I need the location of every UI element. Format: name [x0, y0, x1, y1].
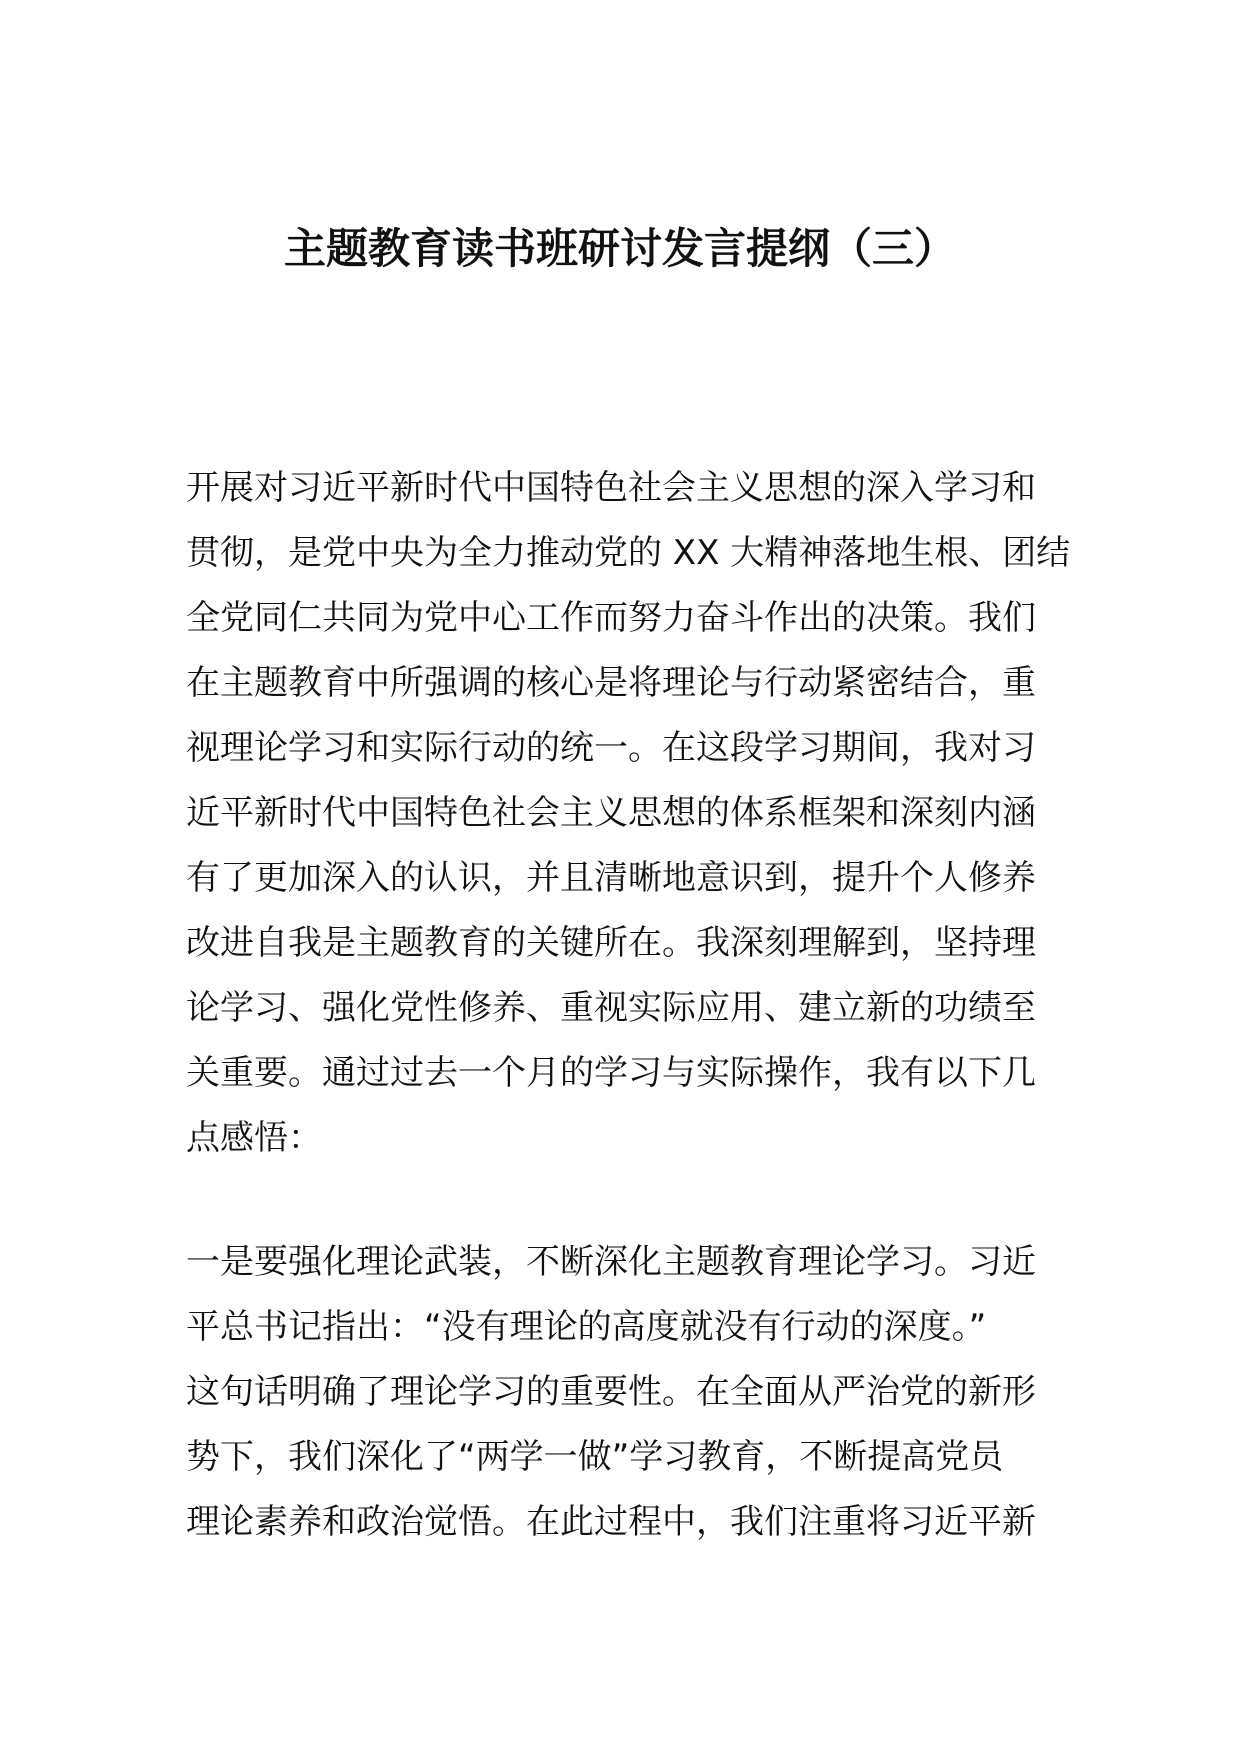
paragraph-line: 点感悟：: [186, 1118, 322, 1158]
paragraph-line: 视理论学习和实际行动的统一。在这段学习期间，我对习: [186, 728, 1036, 768]
paragraph-line: 理论素养和政治觉悟。在此过程中，我们注重将习近平新: [186, 1502, 1036, 1542]
paragraph-line: 开展对习近平新时代中国特色社会主义思想的深入学习和: [186, 468, 1036, 508]
paragraph-line: 近平新时代中国特色社会主义思想的体系框架和深刻内涵: [186, 793, 1036, 833]
paragraph-line: 全党同仁共同为党中心工作而努力奋斗作出的决策。我们: [186, 598, 1036, 638]
paragraph-line: 这句话明确了理论学习的重要性。在全面从严治党的新形: [186, 1372, 1036, 1412]
paragraph-line: 贯彻，是党中央为全力推动党的 XX 大精神落地生根、团结: [186, 533, 1071, 573]
paragraph-line: 在主题教育中所强调的核心是将理论与行动紧密结合，重: [186, 663, 1036, 703]
paragraph-line: 一是要强化理论武装，不断深化主题教育理论学习。习近: [186, 1242, 1036, 1282]
paragraph-line: 势下，我们深化了“两学一做”学习教育，不断提高党员: [186, 1437, 1004, 1477]
paragraph-line: 有了更加深入的认识，并且清晰地意识到，提升个人修养: [186, 858, 1036, 898]
document-title: 主题教育读书班研讨发言提纲（三）: [283, 224, 956, 274]
body-paragraph-1: [186, 456, 1071, 1171]
paragraph-line: 论学习、强化党性修养、重视实际应用、建立新的功绩至: [186, 988, 1036, 1028]
paragraph-line: 改进自我是主题教育的关键所在。我深刻理解到，坚持理: [186, 923, 1036, 963]
body-paragraph-2: [186, 1230, 1056, 1555]
paragraph-line: 平总书记指出：“没有理论的高度就没有行动的深度。”: [186, 1307, 987, 1347]
paragraph-line: 关重要。通过过去一个月的学习与实际操作，我有以下几: [186, 1053, 1036, 1093]
